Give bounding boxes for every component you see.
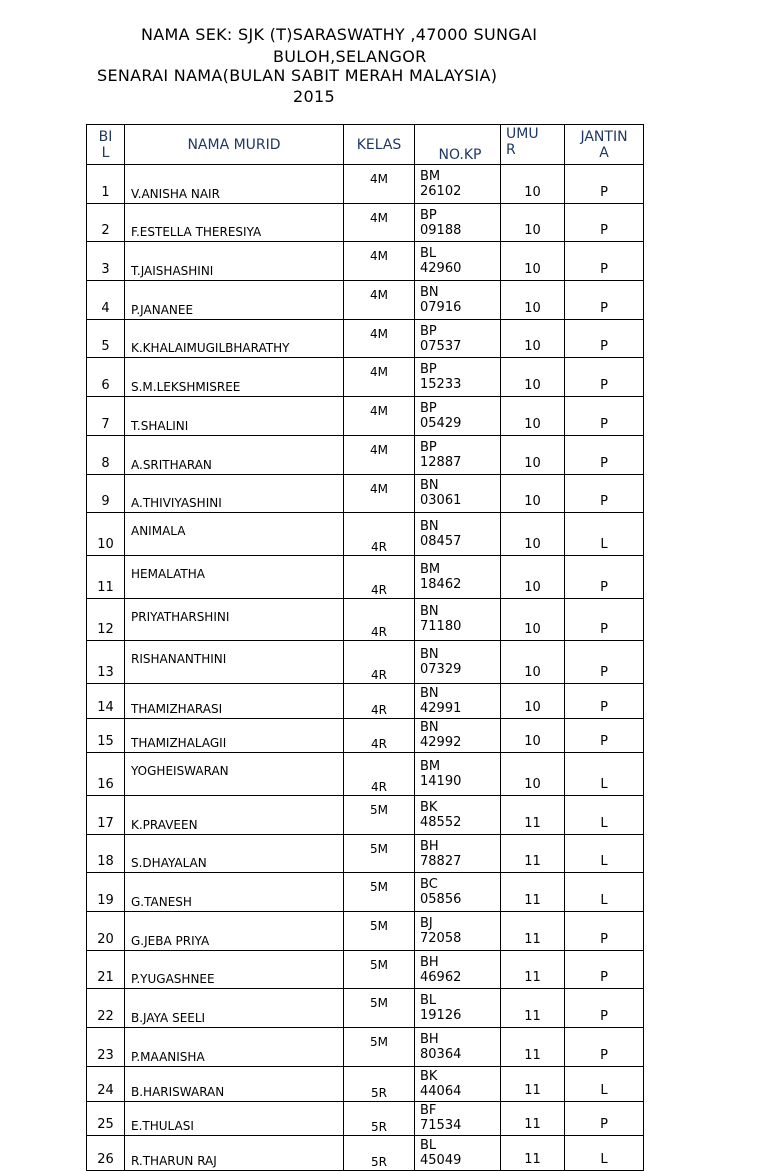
cell-nokp: [415, 435, 501, 474]
cell-jantina: P: [565, 1101, 644, 1136]
table-row: [87, 598, 644, 641]
cell-bil: 11: [87, 555, 125, 598]
cell-jantina: P: [565, 474, 644, 513]
cell-nokp: [415, 474, 501, 513]
table-row: [87, 834, 644, 873]
cell-umur: 11: [501, 1136, 565, 1171]
nokp-number: 80364: [420, 1046, 462, 1062]
nokp-number: 42960: [420, 261, 462, 277]
nokp-prefix: BK: [420, 1068, 438, 1084]
cell-jantina: P: [565, 203, 644, 242]
year-title: 2015: [293, 87, 335, 106]
nokp-number: 07916: [420, 299, 462, 315]
nokp-number: 26102: [420, 183, 462, 199]
nokp-prefix: BN: [420, 604, 439, 620]
cell-bil: 22: [87, 989, 125, 1028]
column-header-nokp: NO.KP: [415, 125, 501, 165]
cell-bil: 20: [87, 912, 125, 951]
table-row: [87, 1066, 644, 1101]
cell-kelas: 5M: [344, 796, 415, 835]
column-header-nama: NAMA MURID: [125, 125, 344, 165]
cell-bil: 2: [87, 203, 125, 242]
cell-umur: 10: [501, 718, 565, 753]
nokp-prefix: BL: [420, 246, 437, 262]
cell-umur: 11: [501, 912, 565, 951]
cell-umur: 10: [501, 319, 565, 358]
nokp-number: 09188: [420, 222, 462, 238]
cell-nama: E.THULASI: [125, 1101, 344, 1136]
table-row: [87, 319, 644, 358]
cell-nama: K.KHALAIMUGILBHARATHY: [125, 319, 344, 358]
cell-nama: A.SRITHARAN: [125, 435, 344, 474]
cell-bil: 19: [87, 873, 125, 912]
cell-bil: 18: [87, 834, 125, 873]
cell-nama: YOGHEISWARAN: [125, 753, 344, 796]
cell-bil: 5: [87, 319, 125, 358]
nokp-number: 42991: [420, 700, 462, 716]
cell-kelas: 4M: [344, 165, 415, 204]
nokp-prefix: BP: [420, 439, 437, 455]
cell-jantina: L: [565, 753, 644, 796]
cell-nokp: [415, 319, 501, 358]
nokp-prefix: BN: [420, 478, 439, 494]
nokp-prefix: BN: [420, 720, 439, 736]
nokp-prefix: BN: [420, 647, 439, 663]
cell-nama: S.M.LEKSHMISREE: [125, 358, 344, 397]
cell-nokp: [415, 1066, 501, 1101]
cell-nama: PRIYATHARSHINI: [125, 598, 344, 641]
cell-kelas: 5M: [344, 989, 415, 1028]
cell-nokp: [415, 718, 501, 753]
cell-kelas: 4R: [344, 513, 415, 556]
school-name-title: NAMA SEK: SJK (T)SARASWATHY ,47000 SUNGAI: [141, 25, 538, 44]
table-row: [87, 1136, 644, 1171]
cell-kelas: 5M: [344, 1028, 415, 1067]
nokp-number: 45049: [420, 1153, 462, 1169]
nokp-number: 07537: [420, 338, 462, 354]
cell-bil: 3: [87, 242, 125, 281]
cell-bil: 10: [87, 513, 125, 556]
cell-nama: F.ESTELLA THERESIYA: [125, 203, 344, 242]
nokp-prefix: BN: [420, 685, 439, 701]
cell-nokp: [415, 950, 501, 989]
cell-jantina: P: [565, 397, 644, 436]
cell-umur: 11: [501, 1066, 565, 1101]
nokp-prefix: BK: [420, 799, 438, 815]
cell-bil: 23: [87, 1028, 125, 1067]
cell-nama: K.PRAVEEN: [125, 796, 344, 835]
cell-umur: 10: [501, 474, 565, 513]
nokp-number: 15233: [420, 377, 462, 393]
nokp-number: 72058: [420, 930, 462, 946]
cell-nokp: [415, 1028, 501, 1067]
cell-nokp: [415, 796, 501, 835]
cell-kelas: 5R: [344, 1066, 415, 1101]
cell-umur: 10: [501, 683, 565, 718]
cell-umur: 11: [501, 950, 565, 989]
table-row: [87, 281, 644, 320]
cell-nama: B.HARISWARAN: [125, 1066, 344, 1101]
cell-kelas: 5R: [344, 1101, 415, 1136]
cell-nokp: [415, 1101, 501, 1136]
nokp-prefix: BC: [420, 877, 438, 893]
table-row: [87, 397, 644, 436]
cell-bil: 21: [87, 950, 125, 989]
cell-kelas: 5M: [344, 834, 415, 873]
table-row: [87, 435, 644, 474]
cell-umur: 11: [501, 796, 565, 835]
cell-umur: 10: [501, 513, 565, 556]
table-row: [87, 555, 644, 598]
cell-nama: RISHANANTHINI: [125, 641, 344, 684]
cell-jantina: P: [565, 950, 644, 989]
cell-nokp: [415, 358, 501, 397]
table-row: [87, 912, 644, 951]
cell-jantina: P: [565, 641, 644, 684]
cell-bil: 15: [87, 718, 125, 753]
table-row: [87, 242, 644, 281]
nokp-prefix: BJ: [420, 915, 433, 931]
cell-nokp: [415, 242, 501, 281]
cell-kelas: 4R: [344, 555, 415, 598]
cell-umur: 10: [501, 165, 565, 204]
cell-nokp: [415, 641, 501, 684]
cell-nama: HEMALATHA: [125, 555, 344, 598]
cell-kelas: 4M: [344, 281, 415, 320]
cell-umur: 10: [501, 397, 565, 436]
cell-jantina: P: [565, 281, 644, 320]
cell-jantina: P: [565, 358, 644, 397]
table-row: [87, 950, 644, 989]
nokp-number: 78827: [420, 853, 462, 869]
table-row: [87, 796, 644, 835]
cell-nokp: [415, 989, 501, 1028]
cell-nokp: [415, 873, 501, 912]
cell-kelas: 4M: [344, 358, 415, 397]
nokp-prefix: BM: [420, 168, 441, 184]
cell-kelas: 4M: [344, 242, 415, 281]
cell-kelas: 4M: [344, 474, 415, 513]
cell-jantina: P: [565, 1028, 644, 1067]
nokp-number: 12887: [420, 454, 462, 470]
cell-umur: 10: [501, 242, 565, 281]
cell-bil: 25: [87, 1101, 125, 1136]
cell-kelas: 5R: [344, 1136, 415, 1171]
table-row: [87, 203, 644, 242]
cell-jantina: P: [565, 555, 644, 598]
table-row: [87, 474, 644, 513]
nokp-prefix: BL: [420, 1138, 437, 1154]
cell-nokp: [415, 555, 501, 598]
cell-umur: 10: [501, 435, 565, 474]
cell-umur: 11: [501, 873, 565, 912]
table-row: [87, 873, 644, 912]
nokp-prefix: BH: [420, 1031, 439, 1047]
table-row: [87, 1028, 644, 1067]
cell-kelas: 4M: [344, 203, 415, 242]
cell-nokp: [415, 834, 501, 873]
cell-bil: 12: [87, 598, 125, 641]
student-table: [86, 124, 644, 1171]
nokp-prefix: BN: [420, 519, 439, 535]
nokp-number: 05856: [420, 892, 462, 908]
nokp-prefix: BH: [420, 954, 439, 970]
cell-bil: 6: [87, 358, 125, 397]
nokp-number: 42992: [420, 735, 462, 751]
nokp-prefix: BN: [420, 284, 439, 300]
cell-nama: V.ANISHA NAIR: [125, 165, 344, 204]
cell-nama: THAMIZHARASI: [125, 683, 344, 718]
nokp-number: 44064: [420, 1083, 462, 1099]
cell-kelas: 4M: [344, 435, 415, 474]
column-header-umur: UMU R: [501, 125, 565, 165]
nokp-prefix: BH: [420, 838, 439, 854]
cell-jantina: P: [565, 165, 644, 204]
cell-umur: 11: [501, 989, 565, 1028]
cell-jantina: P: [565, 989, 644, 1028]
cell-umur: 10: [501, 203, 565, 242]
cell-bil: 26: [87, 1136, 125, 1171]
cell-jantina: P: [565, 598, 644, 641]
cell-nokp: [415, 513, 501, 556]
cell-bil: 8: [87, 435, 125, 474]
cell-jantina: P: [565, 242, 644, 281]
nokp-number: 05429: [420, 415, 462, 431]
table-row: [87, 683, 644, 718]
cell-kelas: 4R: [344, 718, 415, 753]
cell-umur: 11: [501, 1028, 565, 1067]
cell-jantina: P: [565, 435, 644, 474]
cell-nokp: [415, 683, 501, 718]
nokp-number: 48552: [420, 814, 462, 830]
cell-jantina: L: [565, 513, 644, 556]
cell-bil: 13: [87, 641, 125, 684]
cell-nama: R.THARUN RAJ: [125, 1136, 344, 1171]
cell-bil: 16: [87, 753, 125, 796]
nokp-prefix: BM: [420, 561, 441, 577]
cell-jantina: P: [565, 683, 644, 718]
column-header-jantina: JANTIN A: [565, 125, 644, 165]
cell-jantina: L: [565, 1136, 644, 1171]
nokp-prefix: BF: [420, 1103, 437, 1119]
cell-bil: 14: [87, 683, 125, 718]
cell-umur: 10: [501, 641, 565, 684]
cell-nokp: [415, 281, 501, 320]
nokp-prefix: BM: [420, 759, 441, 775]
cell-nama: ANIMALA: [125, 513, 344, 556]
cell-bil: 24: [87, 1066, 125, 1101]
cell-nokp: [415, 753, 501, 796]
nokp-number: 14190: [420, 774, 462, 790]
cell-nama: A.THIVIYASHINI: [125, 474, 344, 513]
nokp-prefix: BP: [420, 362, 437, 378]
nokp-number: 07329: [420, 662, 462, 678]
cell-umur: 10: [501, 281, 565, 320]
cell-bil: 4: [87, 281, 125, 320]
cell-nama: G.TANESH: [125, 873, 344, 912]
cell-nama: P.JANANEE: [125, 281, 344, 320]
cell-nokp: [415, 912, 501, 951]
cell-nokp: [415, 397, 501, 436]
table-row: [87, 989, 644, 1028]
table-row: [87, 165, 644, 204]
cell-umur: 10: [501, 555, 565, 598]
cell-nama: T.SHALINI: [125, 397, 344, 436]
nokp-number: 19126: [420, 1008, 462, 1024]
cell-bil: 9: [87, 474, 125, 513]
cell-nokp: [415, 165, 501, 204]
cell-bil: 7: [87, 397, 125, 436]
column-header-bil: BI L: [87, 125, 125, 165]
cell-nama: THAMIZHALAGII: [125, 718, 344, 753]
cell-kelas: 4R: [344, 641, 415, 684]
cell-jantina: L: [565, 873, 644, 912]
nokp-prefix: BP: [420, 207, 437, 223]
table-row: [87, 513, 644, 556]
table-row: [87, 753, 644, 796]
nokp-prefix: BP: [420, 323, 437, 339]
cell-umur: 10: [501, 598, 565, 641]
cell-jantina: L: [565, 834, 644, 873]
cell-kelas: 4M: [344, 397, 415, 436]
nokp-number: 08457: [420, 534, 462, 550]
table-row: [87, 358, 644, 397]
school-location-title: BULOH,SELANGOR: [273, 47, 427, 66]
cell-umur: 10: [501, 358, 565, 397]
cell-jantina: L: [565, 796, 644, 835]
nokp-number: 03061: [420, 493, 462, 509]
table-row: [87, 641, 644, 684]
nokp-number: 46962: [420, 969, 462, 985]
nokp-number: 71534: [420, 1118, 462, 1134]
cell-nokp: [415, 1136, 501, 1171]
nokp-number: 71180: [420, 619, 462, 635]
cell-kelas: 4M: [344, 319, 415, 358]
cell-nama: P.MAANISHA: [125, 1028, 344, 1067]
cell-jantina: P: [565, 319, 644, 358]
cell-nama: P.YUGASHNEE: [125, 950, 344, 989]
cell-umur: 11: [501, 1101, 565, 1136]
table-row: [87, 718, 644, 753]
nokp-prefix: BL: [420, 993, 437, 1009]
cell-nama: S.DHAYALAN: [125, 834, 344, 873]
cell-kelas: 5M: [344, 873, 415, 912]
column-header-kelas: KELAS: [344, 125, 415, 165]
table-row: [87, 1101, 644, 1136]
cell-jantina: P: [565, 912, 644, 951]
cell-umur: 10: [501, 753, 565, 796]
cell-nama: B.JAYA SEELI: [125, 989, 344, 1028]
cell-bil: 17: [87, 796, 125, 835]
cell-jantina: P: [565, 718, 644, 753]
cell-nokp: [415, 203, 501, 242]
cell-kelas: 4R: [344, 598, 415, 641]
cell-nokp: [415, 598, 501, 641]
cell-kelas: 5M: [344, 912, 415, 951]
cell-kelas: 5M: [344, 950, 415, 989]
cell-jantina: L: [565, 1066, 644, 1101]
list-title: SENARAI NAMA(BULAN SABIT MERAH MALAYSIA): [97, 66, 498, 85]
table-header-row: [87, 125, 644, 165]
cell-bil: 1: [87, 165, 125, 204]
cell-nama: G.JEBA PRIYA: [125, 912, 344, 951]
cell-kelas: 4R: [344, 753, 415, 796]
nokp-number: 18462: [420, 576, 462, 592]
nokp-prefix: BP: [420, 400, 437, 416]
cell-nama: T.JAISHASHINI: [125, 242, 344, 281]
cell-kelas: 4R: [344, 683, 415, 718]
cell-umur: 11: [501, 834, 565, 873]
